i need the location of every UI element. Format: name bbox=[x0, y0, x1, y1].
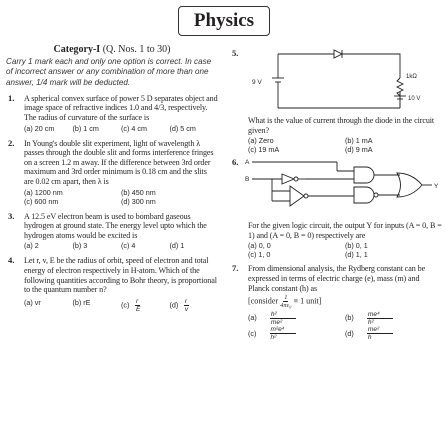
fraction-numerator: h² bbox=[270, 311, 296, 319]
option-c[interactable]: (c) 4 cm bbox=[121, 123, 147, 133]
right-column bbox=[230, 48, 442, 341]
diode-circuit-diagram bbox=[250, 48, 440, 114]
question-2 bbox=[6, 139, 218, 206]
option-label: (a) bbox=[248, 313, 257, 323]
resistor-label: 1kΩ bbox=[406, 74, 417, 80]
battery-label: 9 V bbox=[252, 79, 262, 86]
fraction bbox=[180, 298, 192, 313]
options bbox=[24, 188, 218, 206]
category-range: (Q. Nos. 1 to 30) bbox=[102, 44, 171, 55]
option-d[interactable] bbox=[170, 298, 219, 313]
not-gate-icon bbox=[282, 174, 294, 184]
option-c[interactable]: (c) 600 nm bbox=[24, 196, 59, 206]
option-c[interactable] bbox=[248, 326, 345, 342]
instructions: Carry 1 mark each and only one option is correct. In case of incorrect answer or any combination of more than one answer, 1/4 mark will be deducted. bbox=[6, 57, 212, 87]
options bbox=[248, 310, 442, 341]
question-text: A spherical convex surface of power 5 D separates object and image space of refractive indices 1.0 and 4/3, respectively. The radius of curvature of the surface is bbox=[24, 93, 218, 123]
question-number: 2. bbox=[8, 137, 15, 148]
option-d[interactable]: (d) 300 nm bbox=[121, 196, 156, 206]
fraction-denominator: h bbox=[367, 334, 372, 342]
or-gate-icon bbox=[397, 173, 422, 197]
option-d[interactable]: (d) 1, 1 bbox=[345, 250, 368, 260]
question-number: 7. bbox=[232, 263, 239, 274]
fraction-numerator: m²e⁴ bbox=[270, 326, 296, 334]
question-text: Let r, v, E be the radius of orbit, speed of electron and total energy of electron respectively in H-atom. Which of the following quantities according to Bohr theory, is proportional to the quantum number n? bbox=[24, 256, 217, 295]
options bbox=[24, 124, 218, 133]
fraction-numerator: 1 bbox=[284, 294, 288, 302]
option-c[interactable]: (c) 19 mA bbox=[248, 145, 280, 155]
fraction bbox=[356, 311, 405, 326]
fraction-denominator: E bbox=[135, 305, 141, 313]
option-d[interactable]: (d) 1 bbox=[169, 241, 185, 251]
option-d[interactable] bbox=[345, 326, 442, 342]
fraction-denominator: h² bbox=[367, 318, 374, 326]
output-y-label: Y bbox=[434, 183, 439, 191]
question-6-figure-row bbox=[230, 157, 442, 219]
option-c[interactable]: (c) 1, 0 bbox=[248, 250, 271, 260]
nand-gate-icon bbox=[354, 187, 374, 203]
question-number: 4. bbox=[8, 255, 15, 266]
question-number: 3. bbox=[8, 210, 15, 221]
not-gate-icon bbox=[290, 186, 304, 206]
consider-end: ≡ 1 unit] bbox=[293, 296, 322, 306]
diode-icon bbox=[334, 50, 342, 58]
fraction-numerator: r bbox=[135, 297, 139, 305]
fraction bbox=[258, 326, 307, 341]
question-text: A 12.5 eV electron beam is used to bombard gaseous hydrogen at ground state. The energy level upto which the hydrogen atoms would be excited is bbox=[24, 211, 207, 240]
input-a-label: A bbox=[245, 159, 250, 167]
option-label: (b) bbox=[345, 313, 354, 323]
question-1 bbox=[6, 94, 218, 133]
and-gate-icon bbox=[354, 167, 374, 183]
question-7 bbox=[230, 264, 442, 341]
fraction bbox=[131, 298, 143, 313]
options bbox=[24, 298, 218, 313]
battery2-label: 10 V bbox=[408, 96, 421, 102]
option-b[interactable]: (b) 450 nm bbox=[121, 187, 156, 197]
question-5 bbox=[230, 116, 442, 154]
option-label: (c) bbox=[248, 328, 257, 338]
question-4 bbox=[6, 256, 218, 312]
fraction-denominator: h² bbox=[270, 334, 277, 342]
question-6 bbox=[230, 221, 442, 259]
question-5-figure-row bbox=[230, 48, 442, 114]
options bbox=[248, 241, 442, 259]
question-number: 1. bbox=[8, 92, 15, 103]
page-title: Physics bbox=[178, 6, 270, 36]
category-label: Category-I bbox=[53, 44, 101, 55]
fraction-denominator: v bbox=[184, 305, 189, 313]
option-b[interactable]: (b) 0, 1 bbox=[345, 241, 368, 251]
logic-circuit-diagram bbox=[242, 157, 442, 219]
fraction bbox=[356, 326, 405, 341]
question-text: From dimensional analysis, the Rydberg constant can be expressed in terms of electric charge (e), mass (m) and Planck constant (h) as bbox=[248, 264, 426, 293]
question-number: 6. bbox=[232, 157, 239, 168]
consider-label: [consider bbox=[248, 296, 279, 306]
fraction bbox=[280, 294, 291, 309]
fraction-numerator: r bbox=[184, 297, 188, 305]
option-d[interactable]: (d) 9 mA bbox=[345, 145, 373, 155]
option-a[interactable]: (a) 1200 nm bbox=[24, 187, 63, 197]
option-c[interactable]: (c) 4 bbox=[121, 241, 136, 251]
fraction-numerator: me² bbox=[367, 326, 393, 334]
input-b-label: B bbox=[245, 176, 250, 184]
option-c-label: (c) bbox=[121, 300, 130, 310]
option-b[interactable]: (b) 1 mA bbox=[345, 136, 373, 146]
options bbox=[24, 241, 218, 250]
consider-note bbox=[248, 294, 442, 309]
options bbox=[248, 136, 442, 154]
option-a[interactable]: (a) vr bbox=[24, 297, 41, 307]
option-a[interactable]: (a) Zero bbox=[248, 136, 274, 146]
question-number: 5. bbox=[232, 48, 239, 58]
category-heading bbox=[6, 44, 218, 55]
question-text: For the given logic circuit, the output Y for inputs (A = 0, B = 1) and (A = 0, B = 0) respectively are bbox=[248, 221, 442, 240]
fraction bbox=[259, 311, 308, 326]
option-a[interactable] bbox=[248, 310, 345, 326]
fraction-denominator: 4πε₀ bbox=[280, 302, 292, 310]
option-a[interactable]: (a) 2 bbox=[24, 241, 39, 251]
question-text: In Young's double slit experiment, light of wavelength λ passes through the double slit and forms interference fringes on a screen 1.2 m away. If the difference between 3rd order maximum and 3rd order minimum is 0.18 cm and the slits are 0.02 cm apart, then λ is bbox=[24, 138, 214, 187]
question-text: What is the value of current through the diode in the circuit given? bbox=[248, 116, 435, 135]
option-b[interactable] bbox=[345, 310, 442, 326]
option-d-label: (d) bbox=[169, 300, 179, 310]
option-a[interactable]: (a) 0, 0 bbox=[248, 241, 271, 251]
option-b[interactable]: (b) 1 cm bbox=[72, 123, 99, 133]
fraction-numerator: me⁴ bbox=[367, 311, 393, 319]
option-c[interactable] bbox=[121, 298, 170, 313]
option-label: (d) bbox=[345, 328, 354, 338]
option-b[interactable]: (b) 3 bbox=[72, 241, 88, 251]
question-3 bbox=[6, 212, 218, 251]
left-column bbox=[6, 44, 218, 313]
fraction-denominator: me² bbox=[270, 318, 283, 326]
option-b[interactable]: (b) rE bbox=[72, 297, 91, 307]
option-a[interactable]: (a) 20 cm bbox=[24, 123, 55, 133]
option-d[interactable]: (d) 5 cm bbox=[169, 123, 196, 133]
